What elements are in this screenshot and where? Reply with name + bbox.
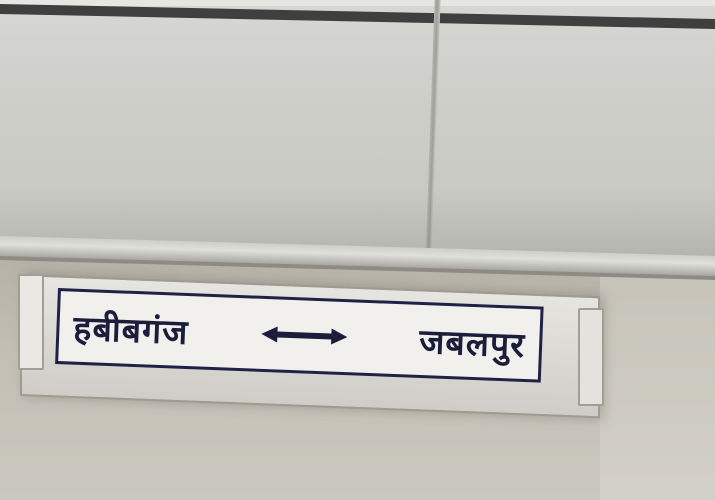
origin-station-label: हबीबगंज	[72, 308, 190, 354]
coach-lower-right-panel	[600, 270, 715, 500]
board-bracket-right	[578, 308, 604, 406]
double-arrow-icon	[259, 324, 350, 347]
roof-edge	[0, 0, 715, 6]
board-bracket-left	[18, 274, 44, 370]
destination-station-label: जबलपुर	[418, 321, 526, 366]
